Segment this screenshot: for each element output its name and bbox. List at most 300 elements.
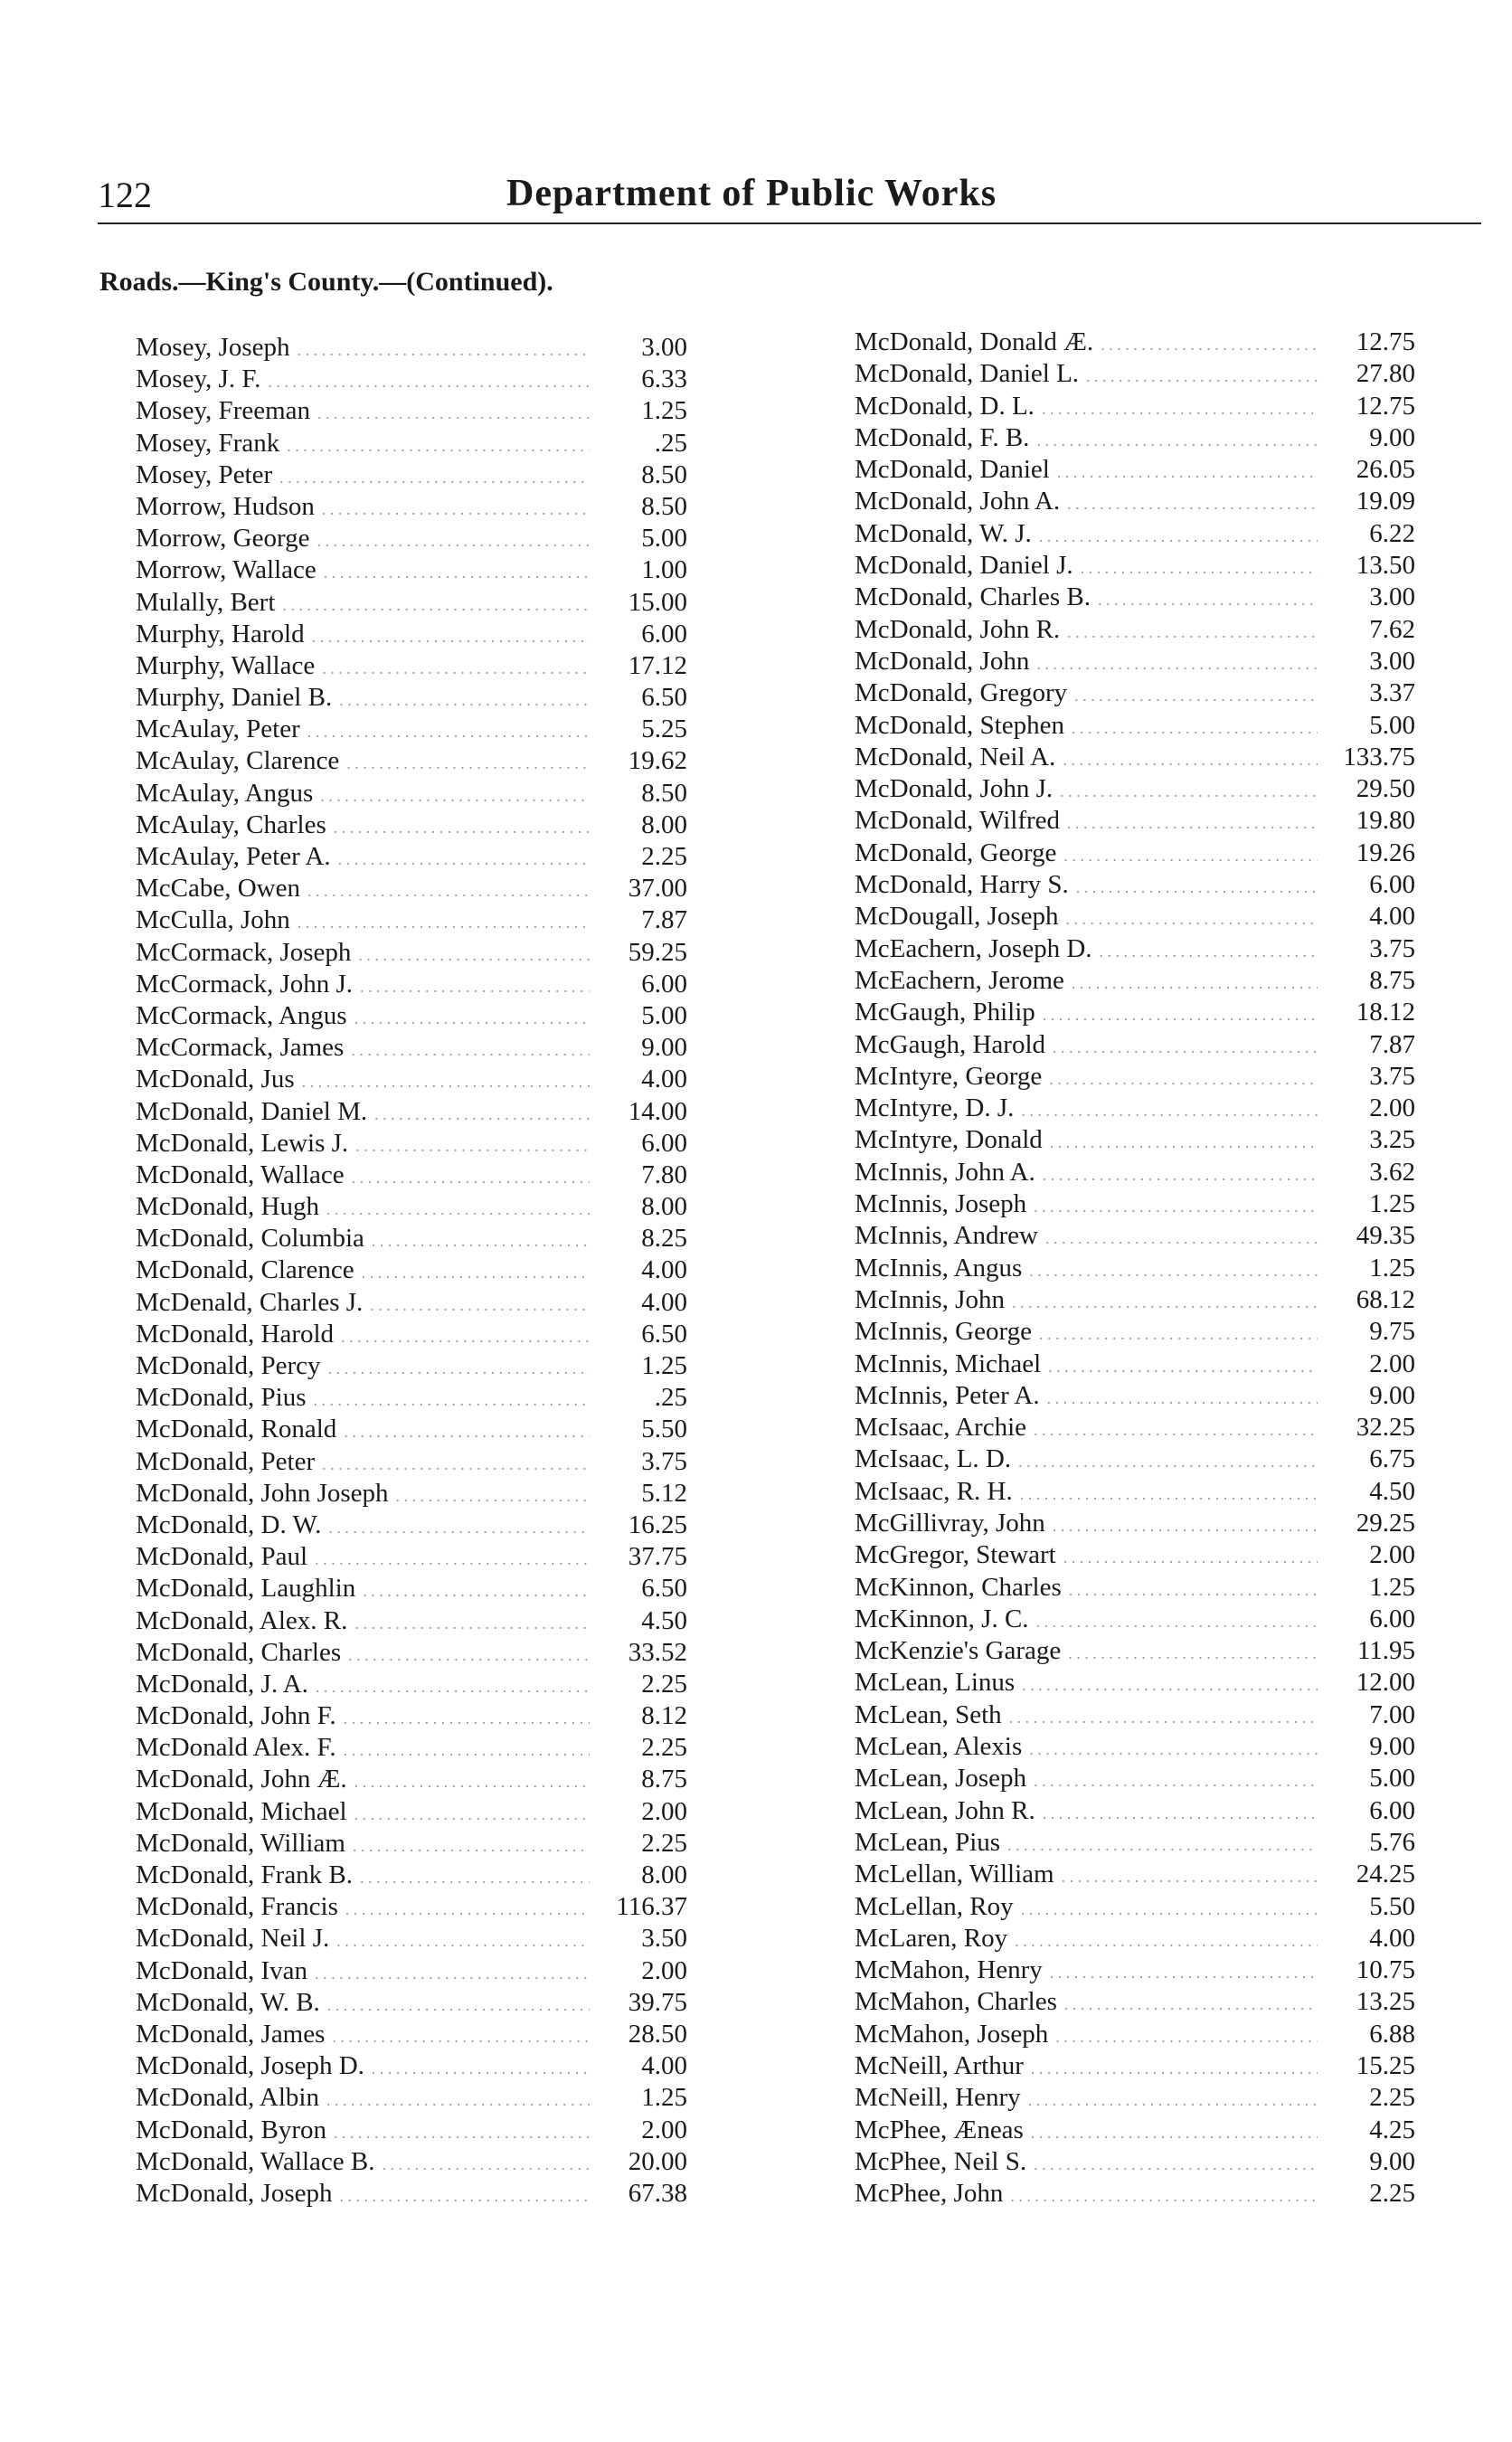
entry-amount: 6.33 (641, 364, 687, 394)
entry-amount: 5.00 (1369, 710, 1415, 740)
ledger-entry (136, 1383, 687, 1415)
entry-name: McInnis, Joseph (855, 1189, 1027, 1219)
ledger-entry (855, 327, 1415, 359)
ledger-entry (136, 460, 687, 492)
ledger-entry (136, 874, 687, 905)
ledger-entry (855, 998, 1415, 1029)
ledger-entry (855, 1444, 1415, 1476)
ledger-entry (136, 2020, 687, 2051)
dot-leader (360, 978, 590, 997)
entry-name: McDonald, Wallace (136, 1159, 345, 1189)
ledger-entry (855, 774, 1415, 806)
dot-leader (315, 1964, 590, 1983)
ledger-entry (855, 1125, 1415, 1157)
entry-amount: 6.00 (1369, 1604, 1415, 1633)
ledger-entry (855, 487, 1415, 518)
entry-name: McLean, Alexis (855, 1732, 1023, 1762)
entry-name: McDonald, Jus (136, 1065, 295, 1094)
ledger-entry (855, 2083, 1415, 2115)
entry-name: McMahon, Henry (855, 1955, 1043, 1985)
dot-leader (352, 1169, 590, 1188)
entry-amount: 9.00 (641, 1033, 687, 1063)
dot-leader (1031, 2124, 1318, 2143)
entry-name: McInnis, Andrew (855, 1221, 1038, 1251)
entry-name: McGillivray, John (855, 1508, 1045, 1538)
entry-amount: 4.00 (641, 1065, 687, 1094)
ledger-entry (855, 2115, 1415, 2147)
entry-name: McDonald, Alex. R. (136, 1605, 348, 1635)
ledger-entry (136, 555, 687, 587)
dot-leader (344, 1709, 590, 1728)
entry-name: McDonald, Daniel M. (136, 1096, 368, 1126)
entry-amount: 8.00 (641, 1860, 687, 1889)
dot-leader (327, 1996, 590, 2015)
entry-name: McCabe, Owen (136, 874, 301, 904)
entry-name: McDonald, Ronald (136, 1415, 337, 1444)
dot-leader (1049, 1070, 1318, 1089)
dot-leader (314, 1391, 591, 1410)
ledger-entry (855, 1892, 1415, 1924)
left-column (136, 333, 687, 2210)
entry-amount: 1.25 (641, 2083, 687, 2113)
ledger-entry (855, 423, 1415, 455)
dot-leader (370, 1296, 590, 1315)
entry-amount: 2.00 (1369, 1093, 1415, 1123)
dot-leader (1021, 1900, 1318, 1919)
entry-amount: 6.50 (641, 1319, 687, 1349)
dot-leader (334, 2124, 590, 2143)
entry-name: McDonald, John Joseph (136, 1478, 389, 1508)
entry-amount: 6.75 (1369, 1444, 1415, 1474)
ledger-entry (855, 1381, 1415, 1413)
entry-name: McLean, John R. (855, 1795, 1035, 1825)
ledger-entry (855, 1668, 1415, 1699)
entry-amount: 1.25 (641, 396, 687, 426)
entry-amount: 4.00 (1369, 902, 1415, 932)
entry-name: McLean, Linus (855, 1668, 1016, 1698)
entry-amount: 7.80 (641, 1159, 687, 1189)
dot-leader (1064, 1995, 1318, 2014)
dot-leader (1062, 1868, 1318, 1887)
entry-amount: 133.75 (1343, 742, 1415, 771)
entry-name: McIntyre, George (855, 1061, 1043, 1091)
entry-name: McLean, Seth (855, 1699, 1002, 1729)
entry-amount: 3.00 (1369, 646, 1415, 676)
dot-leader (332, 2028, 590, 2047)
ledger-entry (136, 524, 687, 555)
entry-name: McDonald, Hugh (136, 1192, 319, 1222)
ledger-entry (136, 1542, 687, 1574)
ledger-entry (855, 1030, 1415, 1062)
entry-amount: 17.12 (628, 650, 687, 680)
page-title: Department of Public Works (506, 173, 997, 214)
dot-leader (344, 1741, 590, 1760)
entry-name: Mulally, Bert (136, 587, 276, 617)
right-column (855, 327, 1415, 2211)
entry-amount: 12.75 (1356, 391, 1415, 421)
ledger-entry (136, 683, 687, 715)
ledger-entry (855, 1604, 1415, 1636)
entry-name: McMahon, Charles (855, 1987, 1057, 2017)
entry-amount: 19.26 (1356, 838, 1415, 867)
entry-amount: 19.80 (1356, 806, 1415, 836)
dot-leader (1036, 655, 1318, 674)
ledger-entry (855, 455, 1415, 487)
entry-name: McDonald, J. A. (136, 1669, 308, 1699)
entry-name: McGaugh, Philip (855, 998, 1035, 1027)
entry-amount: 10.75 (1356, 1955, 1415, 1985)
entry-name: McDonald, Neil A. (855, 742, 1056, 771)
entry-amount: 8.00 (641, 1192, 687, 1222)
entry-name: McDonald, Daniel L. (855, 359, 1080, 389)
dot-leader (268, 373, 590, 392)
entry-name: McDonald, Frank B. (136, 1860, 354, 1889)
ledger-entry (855, 1828, 1415, 1860)
ledger-entry (136, 1351, 687, 1383)
dot-leader (1007, 1836, 1318, 1855)
entry-amount: 19.09 (1356, 487, 1415, 516)
entry-amount: 8.00 (641, 809, 687, 839)
entry-name: McDonald, Harold (136, 1319, 335, 1349)
entry-amount: 1.25 (1369, 1253, 1415, 1283)
ledger-entry (855, 1413, 1415, 1444)
dot-leader (348, 1646, 590, 1665)
dot-leader (345, 1900, 590, 1919)
ledger-entry (136, 1224, 687, 1255)
dot-leader (312, 628, 590, 647)
ledger-entry (136, 905, 687, 937)
dot-leader (1034, 1772, 1318, 1791)
dot-leader (1043, 1804, 1318, 1823)
entry-amount: 3.75 (641, 1446, 687, 1476)
entry-amount: 20.00 (628, 2146, 687, 2176)
dot-leader (1031, 2059, 1318, 2078)
dot-leader (307, 882, 590, 901)
ledger-entry (855, 2147, 1415, 2179)
dot-leader (339, 691, 590, 710)
dot-leader (1098, 591, 1318, 610)
dot-leader (1015, 1932, 1318, 1951)
entry-name: Murphy, Harold (136, 619, 305, 648)
entry-amount: 3.62 (1369, 1157, 1415, 1187)
entry-amount: 33.52 (628, 1637, 687, 1667)
entry-name: McLean, Pius (855, 1827, 1001, 1857)
dot-leader (1036, 431, 1318, 450)
dot-leader (1029, 1262, 1318, 1281)
entry-amount: 9.00 (1369, 1732, 1415, 1762)
ledger-entry (855, 1700, 1415, 1732)
dot-leader (1050, 1964, 1318, 1983)
entry-name: McDonald, Albin (136, 2083, 319, 2113)
ledger-entry (136, 1574, 687, 1605)
entry-name: Morrow, Wallace (136, 555, 317, 585)
entry-amount: 9.00 (1369, 1380, 1415, 1410)
ledger-entry (855, 1158, 1415, 1189)
entry-name: McDonald, W. J. (855, 518, 1032, 548)
entry-name: McCormack, John J. (136, 969, 354, 999)
entry-amount: 29.25 (1356, 1508, 1415, 1538)
entry-amount: 14.00 (628, 1096, 687, 1126)
entry-name: McKinnon, J. C. (855, 1604, 1029, 1633)
entry-amount: 116.37 (616, 1892, 687, 1922)
dot-leader (354, 1009, 590, 1028)
entry-amount: 1.25 (1369, 1189, 1415, 1219)
entry-amount: 4.00 (641, 2051, 687, 2081)
entry-amount: 8.25 (641, 1224, 687, 1254)
dot-leader (1053, 1038, 1318, 1057)
entry-amount: 24.25 (1356, 1860, 1415, 1889)
entry-name: McDonald, Columbia (136, 1224, 364, 1254)
entry-amount: 6.88 (1369, 2019, 1415, 2049)
entry-name: McAulay, Charles (136, 809, 326, 839)
dot-leader (355, 1137, 590, 1156)
entry-name: McDonald, D. L. (855, 391, 1035, 421)
dot-leader (360, 1869, 590, 1888)
dot-leader (315, 1550, 590, 1569)
ledger-entry (136, 1765, 687, 1796)
entry-amount: 5.12 (641, 1478, 687, 1508)
entry-amount: 37.75 (628, 1542, 687, 1572)
entry-name: McPhee, John (855, 2179, 1004, 2209)
entry-name: McDonald, Laughlin (136, 1574, 356, 1604)
entry-name: McLellan, Roy (855, 1891, 1014, 1921)
ledger-entry (855, 1860, 1415, 1891)
entry-name: McDonald, Joseph (136, 2178, 333, 2208)
dot-leader (326, 1200, 590, 1219)
ledger-entry (136, 1829, 687, 1860)
entry-name: McGaugh, Harold (855, 1029, 1046, 1059)
entry-name: McDenald, Charles J. (136, 1287, 364, 1317)
entry-name: McKinnon, Charles (855, 1572, 1062, 1602)
ledger-entry (136, 2051, 687, 2083)
entry-name: McDonald, Francis (136, 1892, 338, 1922)
entry-name: Murphy, Wallace (136, 650, 316, 680)
entry-name: McDonald Alex. F. (136, 1733, 336, 1763)
ledger-entry (136, 1288, 687, 1320)
entry-name: McEachern, Joseph D. (855, 933, 1092, 963)
dot-leader (1067, 814, 1318, 833)
entry-amount: 18.12 (1356, 998, 1415, 1027)
ledger-entry (855, 1477, 1415, 1509)
entry-name: McInnis, Angus (855, 1253, 1023, 1283)
entry-name: McDonald, D. W. (136, 1510, 322, 1539)
dot-leader (1029, 1740, 1318, 1759)
dot-leader (1060, 782, 1318, 801)
dot-leader (1039, 527, 1318, 546)
dot-leader (362, 1264, 590, 1283)
dot-leader (1048, 1358, 1318, 1377)
entry-name: McDonald, John (855, 646, 1030, 676)
ledger-entry (855, 1509, 1415, 1540)
entry-amount: 8.50 (641, 778, 687, 808)
entry-name: McDonald, F. B. (855, 422, 1030, 452)
entry-amount: 5.25 (641, 715, 687, 744)
ledger-entry (136, 1797, 687, 1829)
entry-amount: 8.50 (641, 491, 687, 521)
entry-amount: 16.25 (628, 1510, 687, 1539)
ledger-entry (855, 806, 1415, 838)
entry-name: McAulay, Clarence (136, 746, 340, 776)
dot-leader (322, 500, 590, 519)
ledger-entry (136, 1447, 687, 1479)
entry-amount: 8.75 (1369, 965, 1415, 995)
entry-amount: 32.25 (1356, 1413, 1415, 1443)
dot-leader (1036, 1613, 1318, 1632)
dot-leader (396, 1487, 590, 1506)
entry-amount: 2.25 (641, 1733, 687, 1763)
ledger-entry (855, 1317, 1415, 1349)
dot-leader (1069, 1581, 1318, 1600)
entry-name: McInnis, George (855, 1317, 1032, 1347)
ledger-entry (855, 1285, 1415, 1317)
entry-name: McDonald, John A. (855, 487, 1061, 516)
entry-name: McDonald, James (136, 2019, 326, 2049)
ledger-entry (855, 1636, 1415, 1668)
entry-amount: 7.87 (1369, 1029, 1415, 1059)
entry-name: McDougall, Joseph (855, 902, 1059, 932)
ledger-entry (136, 1320, 687, 1351)
entry-amount: 11.95 (1356, 1636, 1415, 1666)
entry-amount: 6.00 (641, 969, 687, 999)
entry-amount: 27.80 (1356, 359, 1415, 389)
entry-name: McDonald, Joseph D. (136, 2051, 364, 2081)
entry-name: McDonald, Neil J. (136, 1924, 330, 1954)
entry-name: Morrow, Hudson (136, 491, 315, 521)
entry-amount: 9.00 (1369, 422, 1415, 452)
entry-amount: 6.50 (641, 1574, 687, 1604)
dot-leader (336, 1932, 590, 1951)
ledger-entry (136, 1065, 687, 1096)
entry-amount: 5.76 (1369, 1827, 1415, 1857)
entry-amount: 2.25 (1369, 2179, 1415, 2209)
entry-name: McDonald, John R. (855, 614, 1061, 644)
ledger-entry (136, 620, 687, 651)
entry-name: McGregor, Stewart (855, 1540, 1056, 1570)
ledger-entry (855, 392, 1415, 423)
ledger-entry (855, 1955, 1415, 1987)
entry-amount: 28.50 (628, 2019, 687, 2049)
dot-leader (317, 404, 590, 423)
entry-name: McLaren, Roy (855, 1923, 1008, 1953)
dot-leader (317, 532, 590, 551)
dot-leader (374, 1105, 590, 1124)
ledger-entry (136, 651, 687, 683)
ledger-entry (855, 1062, 1415, 1093)
ledger-entry (136, 1160, 687, 1192)
ledger-entry (136, 1892, 687, 1924)
dot-leader (322, 659, 590, 678)
entry-amount: 6.00 (1369, 870, 1415, 900)
entry-amount: 49.35 (1356, 1221, 1415, 1251)
ledger-entry (136, 2147, 687, 2179)
dot-leader (1068, 1644, 1318, 1663)
entry-name: McDonald, Percy (136, 1351, 321, 1380)
entry-amount: 9.75 (1369, 1317, 1415, 1347)
dot-leader (307, 723, 590, 742)
dot-leader (1063, 1548, 1318, 1567)
entry-name: McDonald, Gregory (855, 678, 1068, 708)
entry-name: Mosey, Peter (136, 459, 273, 489)
dot-leader (344, 1423, 590, 1442)
dot-leader (1042, 400, 1318, 419)
dot-leader (346, 754, 590, 773)
entry-amount: 2.00 (641, 1796, 687, 1826)
dot-leader (339, 2187, 590, 2206)
dot-leader (1063, 751, 1318, 770)
ledger-entry (855, 551, 1415, 582)
entry-name: McInnis, John (855, 1284, 1005, 1314)
entry-amount: .25 (654, 1383, 687, 1413)
ledger-entry (136, 333, 687, 364)
entry-amount: 2.00 (1369, 1540, 1415, 1570)
entry-amount: 4.00 (1369, 1923, 1415, 1953)
dot-leader (279, 469, 590, 487)
dot-leader (1034, 1197, 1318, 1216)
entry-amount: 59.25 (628, 937, 687, 967)
ledger-entry (136, 1479, 687, 1510)
entry-amount: 5.50 (641, 1415, 687, 1444)
entry-amount: 4.00 (641, 1287, 687, 1317)
ledger-entry (136, 1415, 687, 1446)
ledger-entry (136, 1638, 687, 1670)
dot-leader (1100, 942, 1318, 961)
dot-leader (353, 1837, 590, 1856)
entry-name: McDonald, Paul (136, 1542, 308, 1572)
ledger-entry (855, 1221, 1415, 1253)
entry-name: McAulay, Peter A. (136, 842, 331, 871)
entry-name: McDonald, Daniel (855, 455, 1050, 485)
dot-leader (334, 819, 590, 838)
ledger-entry (136, 2179, 687, 2210)
dot-leader (287, 437, 590, 456)
dot-leader (363, 1582, 590, 1601)
dot-leader (316, 1678, 590, 1697)
ledger-entry (136, 1001, 687, 1033)
dot-leader (1067, 495, 1318, 514)
entry-name: McDonald, John J. (855, 774, 1054, 804)
dot-leader (1101, 336, 1318, 355)
entry-name: McDonald, John F. (136, 1701, 336, 1731)
entry-amount: 2.25 (1369, 2083, 1415, 2113)
ledger-entry (855, 1764, 1415, 1795)
entry-name: Mosey, Frank (136, 428, 280, 458)
entry-name: McInnis, Michael (855, 1349, 1042, 1378)
dot-leader (1081, 559, 1318, 578)
entry-name: McCormack, Joseph (136, 937, 352, 967)
dot-leader (1039, 1325, 1318, 1344)
ledger-entry (855, 519, 1415, 551)
entry-name: McDonald, Donald Æ. (855, 327, 1094, 356)
ledger-entry (855, 1987, 1415, 2019)
entry-amount: 3.25 (1369, 1125, 1415, 1155)
dot-leader (372, 1232, 590, 1251)
ledger-entry (136, 1956, 687, 1988)
dot-leader (1055, 2028, 1318, 2047)
entry-name: Murphy, Daniel B. (136, 683, 333, 713)
ledger-entry (136, 1510, 687, 1542)
entry-name: McDonald, Clarence (136, 1255, 354, 1285)
entry-amount: .25 (654, 428, 687, 458)
entry-amount: 6.50 (641, 683, 687, 713)
ledger-entry (855, 2179, 1415, 2210)
entry-amount: 7.00 (1369, 1699, 1415, 1729)
entry-amount: 37.00 (628, 874, 687, 904)
entry-amount: 7.62 (1369, 614, 1415, 644)
ledger-entry (855, 1093, 1415, 1125)
entry-name: McKenzie's Garage (855, 1636, 1062, 1666)
entry-amount: 6.00 (641, 1128, 687, 1158)
dot-leader (1020, 1485, 1318, 1504)
